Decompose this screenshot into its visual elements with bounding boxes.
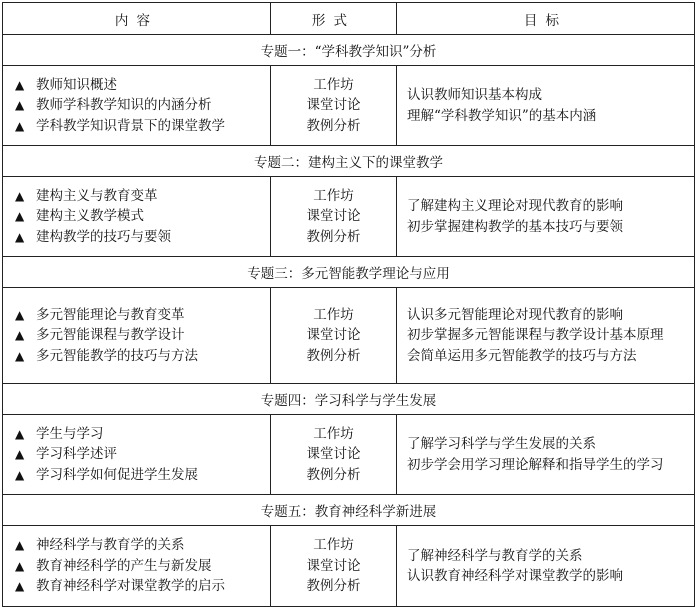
topic-title: 专题二：建构主义下的课堂教学 (3, 146, 695, 177)
goal-item: 了解建构主义理论对现代教育的影响 (407, 198, 623, 214)
form-item: 课堂讨论 (306, 327, 361, 344)
form-item: 工作坊 (313, 187, 354, 204)
content-item (15, 95, 264, 116)
goal-cell (397, 526, 695, 607)
form-item: 教例分析 (306, 117, 361, 134)
topic-title-row (3, 384, 695, 415)
topic-title-row (3, 495, 695, 526)
triangle-bullet-icon: ▲ (15, 209, 25, 224)
triangle-bullet-icon: ▲ (15, 447, 25, 462)
goal-item: 初步学会用学习理论解释和指导学生的学习 (407, 456, 664, 473)
form-item: 工作坊 (313, 537, 354, 554)
form-cell (271, 177, 397, 257)
content-item-text: 教师知识概述 (36, 76, 117, 93)
content-item (15, 116, 264, 137)
form-item: 课堂讨论 (306, 557, 361, 574)
content-item-text: 建构教学的技巧与要领 (36, 228, 171, 245)
triangle-bullet-icon: ▲ (15, 467, 25, 482)
triangle-bullet-icon: ▲ (15, 98, 25, 113)
header-goal: 目标 (397, 3, 695, 35)
topic-detail-row (3, 66, 695, 146)
content-cell (3, 526, 271, 607)
table-header-row (3, 3, 695, 35)
form-item: 课堂讨论 (306, 208, 361, 225)
form-cell (271, 526, 397, 607)
goal-cell (397, 415, 695, 495)
form-item: 教例分析 (306, 228, 361, 245)
topic-detail-row (3, 415, 695, 495)
goal-item: 会简单运用多元智能教学的技巧与方法 (407, 347, 637, 364)
content-item-text: 教师学科教学知识的内涵分析 (36, 97, 212, 114)
content-item (15, 305, 264, 326)
triangle-bullet-icon: ▲ (15, 328, 25, 343)
content-item (15, 227, 264, 248)
table-body (3, 35, 695, 607)
header-form: 形式 (271, 3, 397, 35)
content-item-text: 神经科学与教育学的关系 (36, 537, 185, 554)
content-item (15, 186, 264, 207)
form-cell (271, 415, 397, 495)
goal-item: 认识教师知识基本构成 (407, 87, 542, 103)
goal-item: 了解学习科学与学生发展的关系 (407, 436, 596, 452)
goal-cell (397, 177, 695, 257)
form-item: 教例分析 (306, 347, 361, 364)
form-item: 课堂讨论 (306, 446, 361, 463)
content-item-text: 多元智能教学的技巧与方法 (36, 347, 198, 364)
goal-item: 认识多元智能理论对现代教育的影响 (407, 306, 623, 323)
topic-title-row (3, 257, 695, 288)
content-item (15, 465, 264, 486)
topic-title: 专题一：“学科教学知识”分析 (3, 35, 695, 66)
goal-cell (397, 66, 695, 146)
triangle-bullet-icon: ▲ (15, 558, 25, 573)
form-cell (271, 66, 397, 146)
goal-item: 初步掌握建构教学的基本技巧与要领 (407, 218, 623, 235)
topic-detail-row (3, 526, 695, 607)
triangle-bullet-icon: ▲ (15, 538, 25, 553)
form-item: 课堂讨论 (306, 97, 361, 114)
topic-title: 专题五：教育神经科学新进展 (3, 495, 695, 526)
topic-title: 专题四：学习科学与学生发展 (3, 384, 695, 415)
triangle-bullet-icon: ▲ (15, 348, 25, 363)
goal-cell (397, 288, 695, 384)
topic-detail-row (3, 288, 695, 384)
content-item-text: 教育神经科学对课堂教学的启示 (36, 578, 225, 595)
content-item (15, 325, 264, 346)
triangle-bullet-icon: ▲ (15, 426, 25, 441)
form-item: 工作坊 (313, 306, 354, 323)
form-item: 教例分析 (306, 578, 361, 595)
form-cell (271, 288, 397, 384)
content-item (15, 576, 264, 597)
topic-title-row (3, 146, 695, 177)
content-item (15, 75, 264, 96)
content-cell (3, 415, 271, 495)
triangle-bullet-icon: ▲ (15, 188, 25, 203)
content-item (15, 556, 264, 577)
course-topics-table (2, 2, 695, 607)
form-item: 工作坊 (313, 425, 354, 442)
content-item-text: 建构主义教学模式 (36, 208, 144, 225)
content-item-text: 多元智能课程与教学设计 (36, 327, 185, 344)
form-item: 工作坊 (313, 76, 354, 93)
content-item-text: 建构主义与教育变革 (36, 187, 158, 204)
topic-title-row (3, 35, 695, 66)
content-cell (3, 177, 271, 257)
content-item (15, 346, 264, 367)
content-item-text: 学习科学述评 (36, 446, 117, 463)
content-item-text: 学习科学如何促进学生发展 (36, 466, 198, 483)
goal-item: 了解神经科学与教育学的关系 (407, 547, 583, 564)
topic-title: 专题三：多元智能教学理论与应用 (3, 257, 695, 288)
triangle-bullet-icon: ▲ (15, 77, 25, 92)
triangle-bullet-icon: ▲ (15, 118, 25, 133)
content-item (15, 444, 264, 465)
content-item-text: 学科教学知识背景下的课堂教学 (36, 117, 225, 134)
content-item-text: 多元智能理论与教育变革 (36, 306, 185, 323)
form-item: 教例分析 (306, 466, 361, 483)
goal-item: 理解“学科教学知识”的基本内涵 (407, 107, 597, 124)
content-cell (3, 66, 271, 146)
content-item-text: 教育神经科学的产生与新发展 (36, 557, 212, 574)
content-item (15, 206, 264, 227)
content-item (15, 535, 264, 556)
topic-detail-row (3, 177, 695, 257)
triangle-bullet-icon: ▲ (15, 307, 25, 322)
content-cell (3, 288, 271, 384)
triangle-bullet-icon: ▲ (15, 229, 25, 244)
content-item (15, 424, 264, 445)
goal-item: 初步掌握多元智能课程与教学设计基本原理 (407, 327, 664, 344)
goal-item: 认识教育神经科学对课堂教学的影响 (407, 568, 623, 584)
triangle-bullet-icon: ▲ (15, 579, 25, 594)
header-content: 内容 (3, 3, 271, 35)
content-item-text: 学生与学习 (36, 425, 104, 442)
